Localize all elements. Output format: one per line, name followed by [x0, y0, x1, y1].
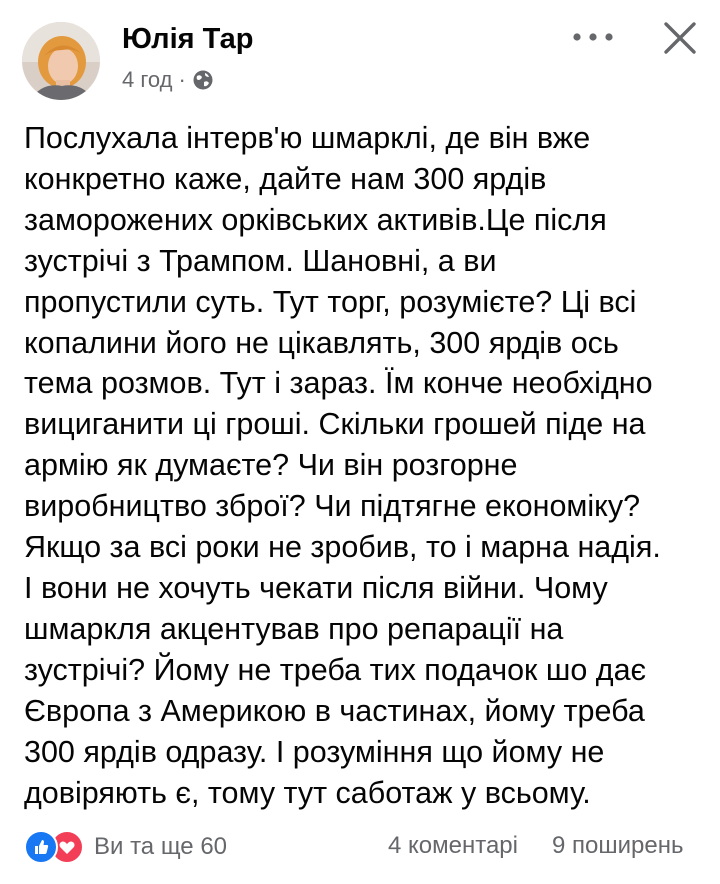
close-button[interactable]: [656, 14, 704, 62]
reactions-count: Ви та ще 60: [94, 833, 228, 860]
post-line: 300 ярдів одразу. І розуміння що йому не: [24, 734, 605, 769]
post-line: Послухала інтерв'ю шмарклі, де він вже: [24, 121, 591, 155]
post-line: Якщо за всі роки не зробив, то і марна надія.: [24, 530, 661, 565]
post-line: Європа з Америкою в частинах, йому треба: [24, 693, 645, 728]
post-header: [0, 0, 720, 110]
close-icon: [663, 21, 697, 55]
author-name[interactable]: Юлія Тар: [122, 23, 254, 55]
post-line: тема розмов. Тут і зараз. Їм конче необхідно: [24, 366, 653, 401]
comments-count[interactable]: 4 коментарі: [388, 832, 518, 859]
post-footer: [0, 820, 720, 872]
post-line: зустрічі? Йому не треба тих подачок шо дає: [24, 652, 647, 687]
post-line: копалини його не цікавлять, 300 ярдів ось: [24, 325, 619, 360]
post-line: пропустили суть. Тут торг, розумієте? Ці всі: [24, 284, 637, 319]
reactions-summary[interactable]: [24, 830, 227, 864]
more-options-button[interactable]: [568, 22, 618, 52]
post-line: шмаркля акцентував про репарації на: [24, 611, 564, 646]
post-time[interactable]: 4 год: [122, 67, 173, 92]
more-horizontal-icon: [571, 32, 615, 42]
post-meta: [122, 64, 214, 96]
meta-separator: ·: [178, 67, 186, 92]
post-line: вициганити ці гроші. Скільки грошей піде на: [24, 407, 646, 442]
post-line: виробництво зброї? Чи підтягне економіку?: [24, 489, 641, 524]
like-reaction-icon: [24, 830, 58, 864]
post-line: армію як думаєте? Чи він розгорне: [24, 448, 518, 483]
post-line: зустрічі з Трампом. Шановні, а ви: [24, 243, 497, 278]
post-line: заморожених орківських активів.Це після: [24, 202, 607, 237]
post-line: конкретно каже, дайте нам 300 ярдів: [24, 161, 547, 196]
post-line: довіряють є, тому тут саботаж у всьому.: [24, 775, 591, 810]
post-line: І вони не хочуть чекати після війни. Чому: [24, 570, 608, 605]
globe-icon: [192, 69, 214, 91]
post-body: [24, 118, 704, 813]
avatar-image: [22, 22, 100, 100]
avatar[interactable]: [22, 22, 100, 100]
shares-count[interactable]: 9 поширень: [552, 832, 684, 859]
